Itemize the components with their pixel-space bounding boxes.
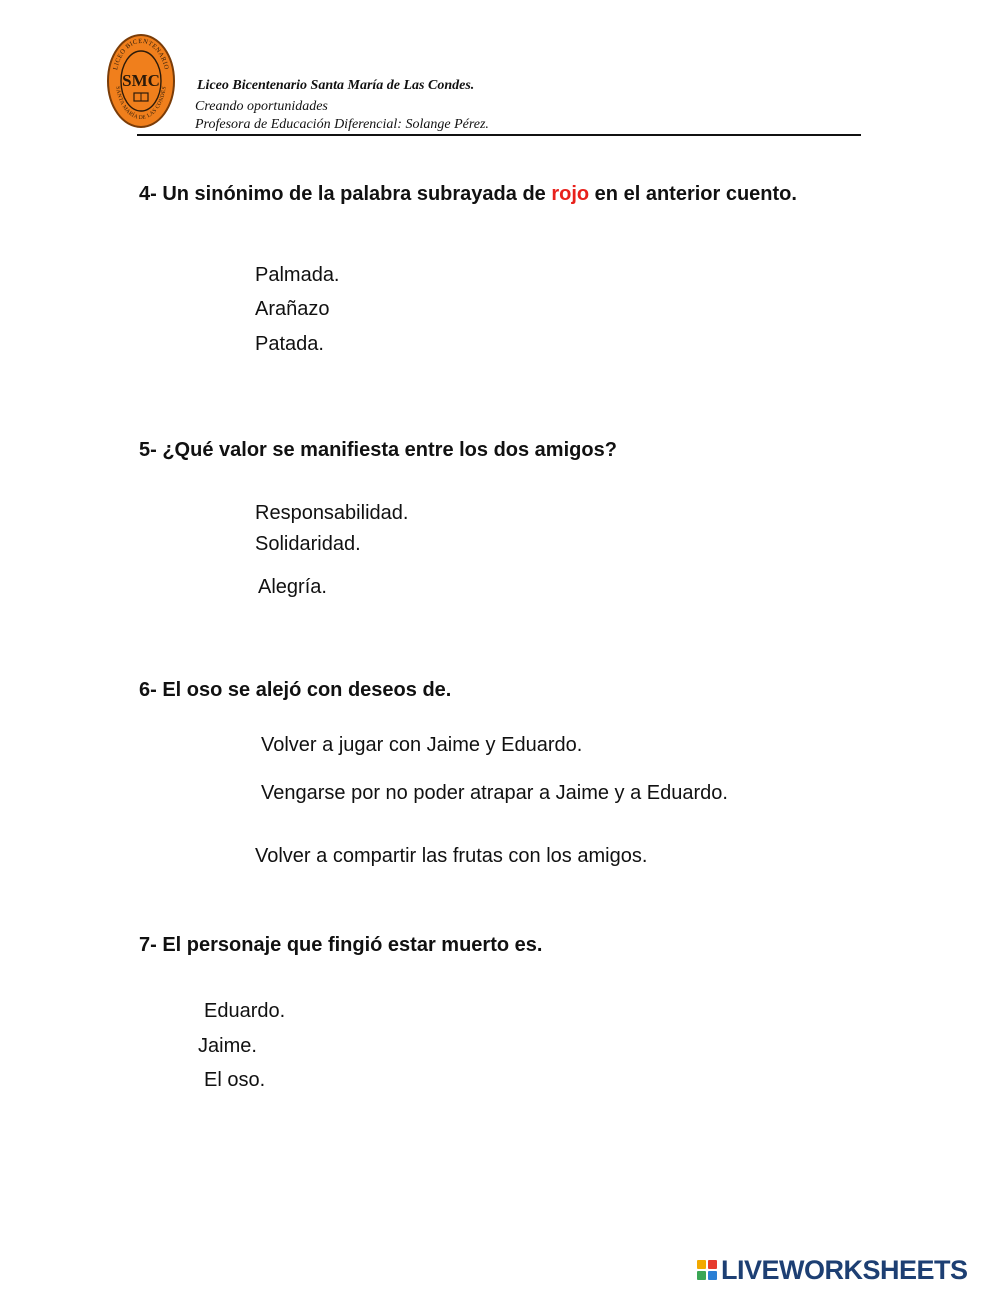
question-4-option-1[interactable]: Palmada. [255,264,340,286]
question-5-option-1[interactable]: Responsabilidad. [255,502,409,524]
school-logo [107,33,175,129]
school-motto: Creando oportunidades [195,99,328,114]
liveworksheets-watermark [697,1255,968,1285]
svg-text:LICEO BICENTENARIO: LICEO BICENTENARIO [112,37,170,71]
question-4-option-2[interactable]: Arañazo [255,298,330,320]
brand-block [708,1260,717,1269]
liveworksheets-blocks-icon [697,1260,717,1280]
svg-text:SANTA MARÍA DE LAS CONDES: SANTA MARÍA DE LAS CONDES [114,85,168,121]
question-7-option-1[interactable]: Eduardo. [204,1000,286,1022]
question-4-text-end: en el anterior cuento. [589,183,797,205]
question-7: 7- El personaje que fingió estar muerto es. [139,934,543,956]
liveworksheets-brand: LIVEWORKSHEETS [721,1254,968,1285]
svg-text:SMC: SMC [122,71,160,90]
brand-block [708,1271,717,1280]
question-5-option-3[interactable]: Alegría. [258,576,327,598]
header-divider [137,134,861,136]
question-7-option-3[interactable]: El oso. [204,1069,266,1091]
question-6-option-2[interactable]: Vengarse por no poder atrapar a Jaime y a Eduardo. [261,782,728,804]
question-4-text-start: 4- Un sinónimo de la palabra subrayada de [139,183,552,205]
question-6-option-1[interactable]: Volver a jugar con Jaime y Eduardo. [261,734,583,756]
teacher-name: Profesora de Educación Diferencial: Solange Pérez. [195,117,489,132]
question-7-option-2[interactable]: Jaime. [198,1035,257,1057]
question-4 [139,181,819,207]
school-name: Liceo Bicentenario Santa María de Las Condes. [197,78,475,93]
question-6-option-3[interactable]: Volver a compartir las frutas con los amigos. [255,845,648,867]
brand-block [697,1260,706,1269]
question-5: 5- ¿Qué valor se manifiesta entre los dos amigos? [139,439,617,461]
question-6: 6- El oso se alejó con deseos de. [139,679,452,701]
question-4-highlight: rojo [551,183,590,205]
question-4-option-3[interactable]: Patada. [255,333,324,355]
brand-block [697,1271,706,1280]
question-5-option-2[interactable]: Solidaridad. [255,533,361,555]
